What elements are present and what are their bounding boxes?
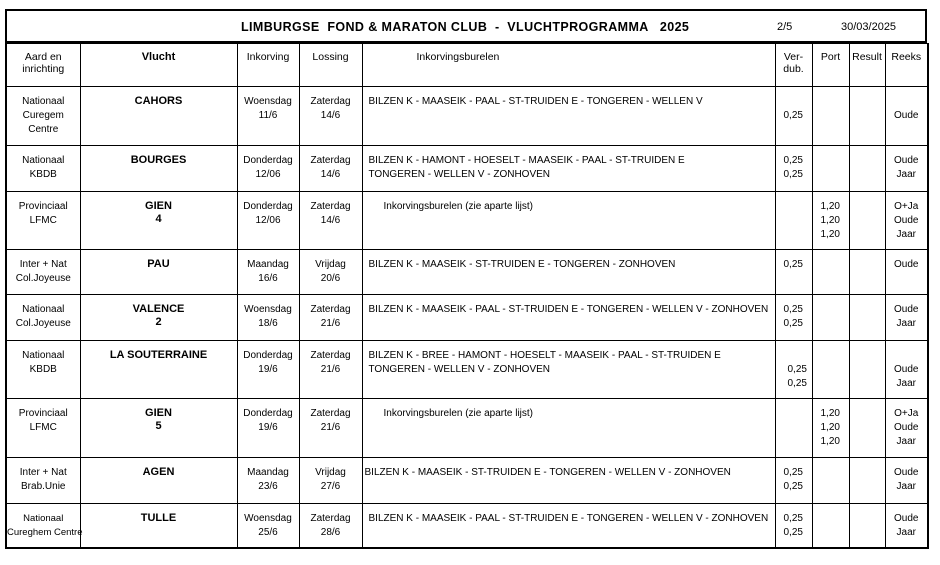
port-cell: [812, 87, 849, 146]
table-row: [6, 250, 928, 295]
aard-cell: Nationaal Cureghem Centre: [6, 504, 80, 548]
col-header-verdub: Ver- dub.: [775, 44, 812, 87]
vlucht-cell: PAU: [80, 250, 237, 295]
lossing-cell: Zaterdag 21/6: [299, 295, 362, 341]
port-cell: [812, 295, 849, 341]
result-cell: [849, 146, 885, 192]
inkorving-cell: Woensdag 18/6: [237, 295, 299, 341]
reeks-cell: O+Ja Oude Jaar: [885, 192, 928, 250]
table-row: [6, 341, 928, 399]
lossing-cell: Zaterdag 28/6: [299, 504, 362, 548]
result-cell: [849, 192, 885, 250]
col-header-vlucht: Vlucht: [80, 44, 237, 87]
aard-cell: Provinciaal LFMC: [6, 192, 80, 250]
reeks-cell: O+Ja Oude Jaar: [885, 399, 928, 458]
port-cell: [812, 458, 849, 504]
result-cell: [849, 399, 885, 458]
verdub-cell: 0,25 0,25: [775, 146, 812, 192]
result-cell: [849, 295, 885, 341]
port-cell: 1,20 1,20 1,20: [812, 192, 849, 250]
verdub-cell: 0,25: [775, 87, 812, 146]
verdub-cell: 0,25: [775, 250, 812, 295]
title-bar: [5, 9, 927, 43]
flight-program-table: [5, 43, 929, 549]
vlucht-cell: CAHORS: [80, 87, 237, 146]
table-row: [6, 146, 928, 192]
result-cell: [849, 341, 885, 399]
burelen-cell: BILZEN K - MAASEIK - ST-TRUIDEN E - TONGEREN - ZONHOVEN: [362, 250, 775, 295]
table-row: [6, 87, 928, 146]
col-header-inkorving: Inkorving: [237, 44, 299, 87]
lossing-cell: Zaterdag 14/6: [299, 192, 362, 250]
aard-cell: Inter + Nat Col.Joyeuse: [6, 250, 80, 295]
lossing-cell: Zaterdag 21/6: [299, 341, 362, 399]
table-row: [6, 399, 928, 458]
reeks-cell: Oude Jaar: [885, 146, 928, 192]
lossing-cell: Zaterdag 14/6: [299, 146, 362, 192]
table-row: [6, 192, 928, 250]
result-cell: [849, 504, 885, 548]
column-header-row: [6, 44, 928, 87]
result-cell: [849, 87, 885, 146]
verdub-cell: 0,25 0,25: [775, 341, 812, 399]
port-cell: [812, 341, 849, 399]
burelen-cell: BILZEN K - MAASEIK - PAAL - ST-TRUIDEN E - TONGEREN - WELLEN V - ZONHOVEN: [362, 295, 775, 341]
aard-cell: Nationaal Col.Joyeuse: [6, 295, 80, 341]
document-date: 30/03/2025: [841, 21, 897, 33]
burelen-cell: BILZEN K - MAASEIK - ST-TRUIDEN E - TONGEREN - WELLEN V - ZONHOVEN: [362, 458, 775, 504]
burelen-cell: Inkorvingsburelen (zie aparte lijst): [362, 192, 775, 250]
col-header-port: Port: [812, 44, 849, 87]
table-row: [6, 458, 928, 504]
lossing-cell: Vrijdag 20/6: [299, 250, 362, 295]
col-header-inkorvingsburelen: Inkorvingsburelen: [362, 44, 775, 87]
inkorving-cell: Donderdag 12/06: [237, 192, 299, 250]
verdub-cell: 0,25 0,25: [775, 504, 812, 548]
inkorving-cell: Donderdag 19/6: [237, 399, 299, 458]
page-number: 2/5: [777, 21, 793, 33]
aard-cell: Nationaal KBDB: [6, 341, 80, 399]
burelen-cell: BILZEN K - MAASEIK - PAAL - ST-TRUIDEN E - TONGEREN - WELLEN V - ZONHOVEN: [362, 504, 775, 548]
verdub-cell: [775, 399, 812, 458]
port-cell: 1,20 1,20 1,20: [812, 399, 849, 458]
vlucht-cell: GIEN 5: [80, 399, 237, 458]
inkorving-cell: Maandag 23/6: [237, 458, 299, 504]
verdub-cell: 0,25 0,25: [775, 458, 812, 504]
lossing-cell: Zaterdag 14/6: [299, 87, 362, 146]
table-row: [6, 504, 928, 548]
vlucht-cell: LA SOUTERRAINE: [80, 341, 237, 399]
col-header-aard: Aard en inrichting: [6, 44, 80, 87]
vlucht-cell: VALENCE 2: [80, 295, 237, 341]
vlucht-cell: TULLE: [80, 504, 237, 548]
result-cell: [849, 250, 885, 295]
aard-cell: Nationaal KBDB: [6, 146, 80, 192]
table-row: [6, 295, 928, 341]
vlucht-cell: GIEN 4: [80, 192, 237, 250]
aard-cell: Provinciaal LFMC: [6, 399, 80, 458]
burelen-cell: BILZEN K - BREE - HAMONT - HOESELT - MAASEIK - PAAL - ST-TRUIDEN E TONGEREN - WELLEN V - ZONHOVEN: [362, 341, 775, 399]
port-cell: [812, 504, 849, 548]
burelen-cell: BILZEN K - MAASEIK - PAAL - ST-TRUIDEN E - TONGEREN - WELLEN V: [362, 87, 775, 146]
inkorving-cell: Donderdag 19/6: [237, 341, 299, 399]
col-header-reeks: Reeks: [885, 44, 928, 87]
reeks-cell: Oude: [885, 250, 928, 295]
inkorving-cell: Woensdag 11/6: [237, 87, 299, 146]
lossing-cell: Zaterdag 21/6: [299, 399, 362, 458]
inkorving-cell: Donderdag 12/06: [237, 146, 299, 192]
result-cell: [849, 458, 885, 504]
aard-cell: Inter + Nat Brab.Unie: [6, 458, 80, 504]
reeks-cell: Oude Jaar: [885, 341, 928, 399]
inkorving-cell: Woensdag 25/6: [237, 504, 299, 548]
burelen-cell: Inkorvingsburelen (zie aparte lijst): [362, 399, 775, 458]
port-cell: [812, 250, 849, 295]
aard-cell: Nationaal Curegem Centre: [6, 87, 80, 146]
reeks-cell: Oude Jaar: [885, 504, 928, 548]
verdub-cell: 0,25 0,25: [775, 295, 812, 341]
col-header-lossing: Lossing: [299, 44, 362, 87]
col-header-result: Result: [849, 44, 885, 87]
burelen-cell: BILZEN K - HAMONT - HOESELT - MAASEIK - PAAL - ST-TRUIDEN E TONGEREN - WELLEN V - ZONHOVEN: [362, 146, 775, 192]
reeks-cell: Oude: [885, 87, 928, 146]
verdub-cell: [775, 192, 812, 250]
reeks-cell: Oude Jaar: [885, 458, 928, 504]
vlucht-cell: AGEN: [80, 458, 237, 504]
port-cell: [812, 146, 849, 192]
lossing-cell: Vrijdag 27/6: [299, 458, 362, 504]
inkorving-cell: Maandag 16/6: [237, 250, 299, 295]
reeks-cell: Oude Jaar: [885, 295, 928, 341]
document-title: LIMBURGSE FOND & MARATON CLUB - VLUCHTPROGRAMMA 2025: [241, 20, 690, 34]
vlucht-cell: BOURGES: [80, 146, 237, 192]
